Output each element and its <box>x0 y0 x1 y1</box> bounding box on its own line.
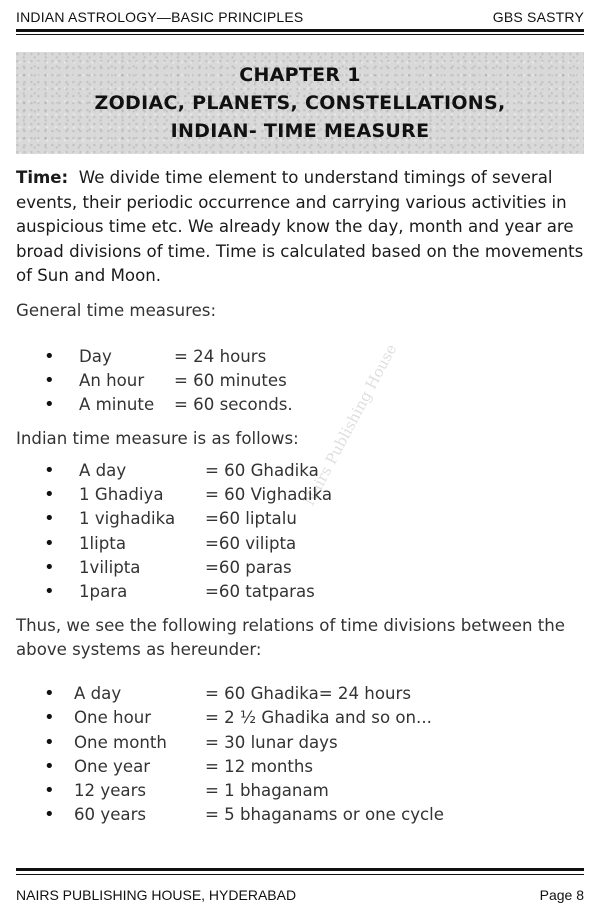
chapter-banner <box>16 52 584 154</box>
indian-measures-list <box>16 459 584 604</box>
list-item: • One year = 12 months <box>16 755 584 779</box>
list-item: • 1 vighadika =60 liptalu <box>16 507 584 531</box>
footer-publisher: NAIRS PUBLISHING HOUSE, HYDERABAD <box>16 887 297 903</box>
list-item: • A day = 60 Ghadika <box>16 459 584 483</box>
intro-paragraph <box>16 166 584 289</box>
header-book-title: INDIAN ASTROLOGY—BASIC PRINCIPLES <box>16 9 304 25</box>
running-header <box>16 6 584 28</box>
bullet-icon: • <box>44 532 55 554</box>
list-item: • 1para =60 tatparas <box>16 580 584 604</box>
page-body <box>16 166 584 827</box>
list-item: • A day = 60 Ghadika= 24 hours <box>16 682 584 706</box>
bullet-icon: • <box>44 581 55 602</box>
bullet-icon: • <box>44 345 55 367</box>
bullet-icon: • <box>44 484 55 506</box>
bullet-icon: • <box>44 369 55 391</box>
list-item: • 1vilipta =60 paras <box>16 556 584 580</box>
footer-rule <box>16 868 584 871</box>
intro-lead: Time: <box>16 168 69 187</box>
page-number: Page 8 <box>539 887 584 903</box>
bullet-icon: • <box>44 731 55 753</box>
list-item: • Day = 24 hours <box>16 345 584 369</box>
footer-rule-thin <box>16 874 584 875</box>
indian-heading: Indian time measure is as follows: <box>16 429 299 449</box>
list-item: • One month = 30 lunar days <box>16 731 584 755</box>
bullet-icon: • <box>44 707 55 729</box>
chapter-title-line-2: INDIAN- TIME MEASURE <box>170 120 430 142</box>
general-heading: General time measures: <box>16 300 217 320</box>
list-item: • 1lipta =60 vilipta <box>16 532 584 556</box>
chapter-title-line-1: ZODIAC, PLANETS, CONSTELLATIONS, <box>94 92 506 114</box>
header-rule <box>16 29 584 32</box>
header-author: GBS SASTRY <box>492 9 584 25</box>
intro-text: We divide time element to understand timings of several events, their periodic occurrence and carrying various activities in auspicious time etc. We already know the day, month and year are broad divisions of time. Time is calculated based on the movements of Sun and Moon. <box>16 168 584 285</box>
list-item: • A minute = 60 seconds. <box>16 393 584 417</box>
bullet-icon: • <box>44 460 55 482</box>
list-item: • 1 Ghadiya = 60 Vighadika <box>16 483 584 507</box>
general-measures-list <box>16 345 584 418</box>
list-item: • One hour = 2 ½ Ghadika and so on... <box>16 706 584 730</box>
bullet-icon: • <box>44 804 55 826</box>
bullet-icon: • <box>44 556 55 578</box>
publisher-watermark: Nairs Publishing House <box>300 341 401 509</box>
header-rule-thin <box>16 34 584 35</box>
chapter-number: CHAPTER 1 <box>239 64 361 86</box>
relations-list <box>16 682 584 827</box>
bullet-icon: • <box>44 393 55 415</box>
list-item: • An hour = 60 minutes <box>16 369 584 393</box>
bullet-icon: • <box>44 683 55 705</box>
list-item: • 60 years = 5 bhaganams or one cycle <box>16 803 584 827</box>
list-item: • 12 years = 1 bhaganam <box>16 779 584 803</box>
bullet-icon: • <box>44 779 55 801</box>
bullet-icon: • <box>44 755 55 777</box>
relations-heading: Thus, we see the following relations of time divisions between the above systems as hereunder: <box>16 616 566 660</box>
running-footer <box>16 884 584 906</box>
bullet-icon: • <box>44 508 55 530</box>
